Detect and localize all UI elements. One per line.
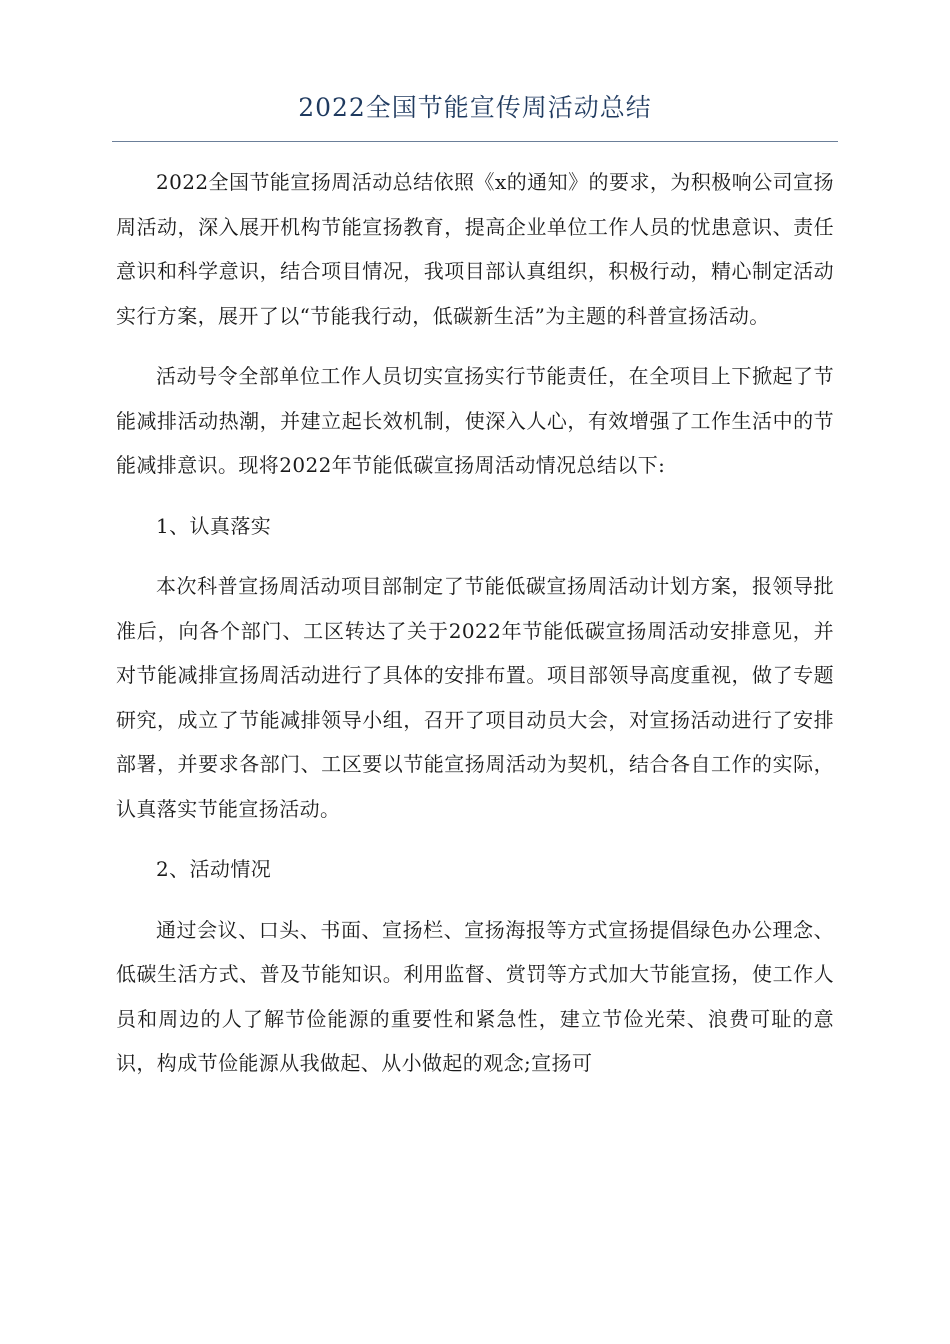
paragraph-intro: 2022全国节能宣扬周活动总结依照《x的通知》的要求，为积极响公司宣扬周活动，深入展开机构节能宣扬教育，提高企业单位工作人员的忧患意识、责任意识和科学意识，结合项目情况，我项目部认真组织，积极行动，精心制定活动实行方案，展开了以“节能我行动，低碳新生活”为主题的科普宣扬活动。 [116, 170, 834, 328]
document-body [116, 160, 834, 1086]
section-heading-1: 1、认真落实 [156, 513, 272, 538]
paragraph-section-1: 本次科普宣扬周活动项目部制定了节能低碳宣扬周活动计划方案，报领导批准后，向各个部门、工区转达了关于2022年节能低碳宣扬周活动安排意见，并对节能减排宣扬周活动进行了具体的安排布置。项目部领导高度重视，做了专题研究，成立了节能减排领导小组，召开了项目动员大会，对宣扬活动进行了安排部署，并要求各部门、工区要以节能宣扬周活动为契机，结合各自工作的实际，认真落实节能宣扬活动。 [116, 574, 834, 821]
document-title: 2022全国节能宣传周活动总结 [298, 93, 652, 122]
title-divider [112, 141, 838, 142]
paragraph-summary: 活动号令全部单位工作人员切实宣扬实行节能责任，在全项目上下掀起了节能减排活动热潮，并建立起长效机制，使深入人心，有效增强了工作生活中的节能减排意识。现将2022年节能低碳宣扬周活动情况总结以下: [116, 364, 834, 477]
section-heading-2: 2、活动情况 [156, 857, 272, 881]
paragraph-section-2: 通过会议、口头、书面、宣扬栏、宣扬海报等方式宣扬提倡绿色办公理念、低碳生活方式、普及节能知识。利用监督、赏罚等方式加大节能宣扬，使工作人员和周边的人了解节俭能源的重要性和紧急性，建立节俭光荣、浪费可耻的意识，构成节俭能源从我做起、从小做起的观念;宣扬可 [116, 917, 834, 1075]
